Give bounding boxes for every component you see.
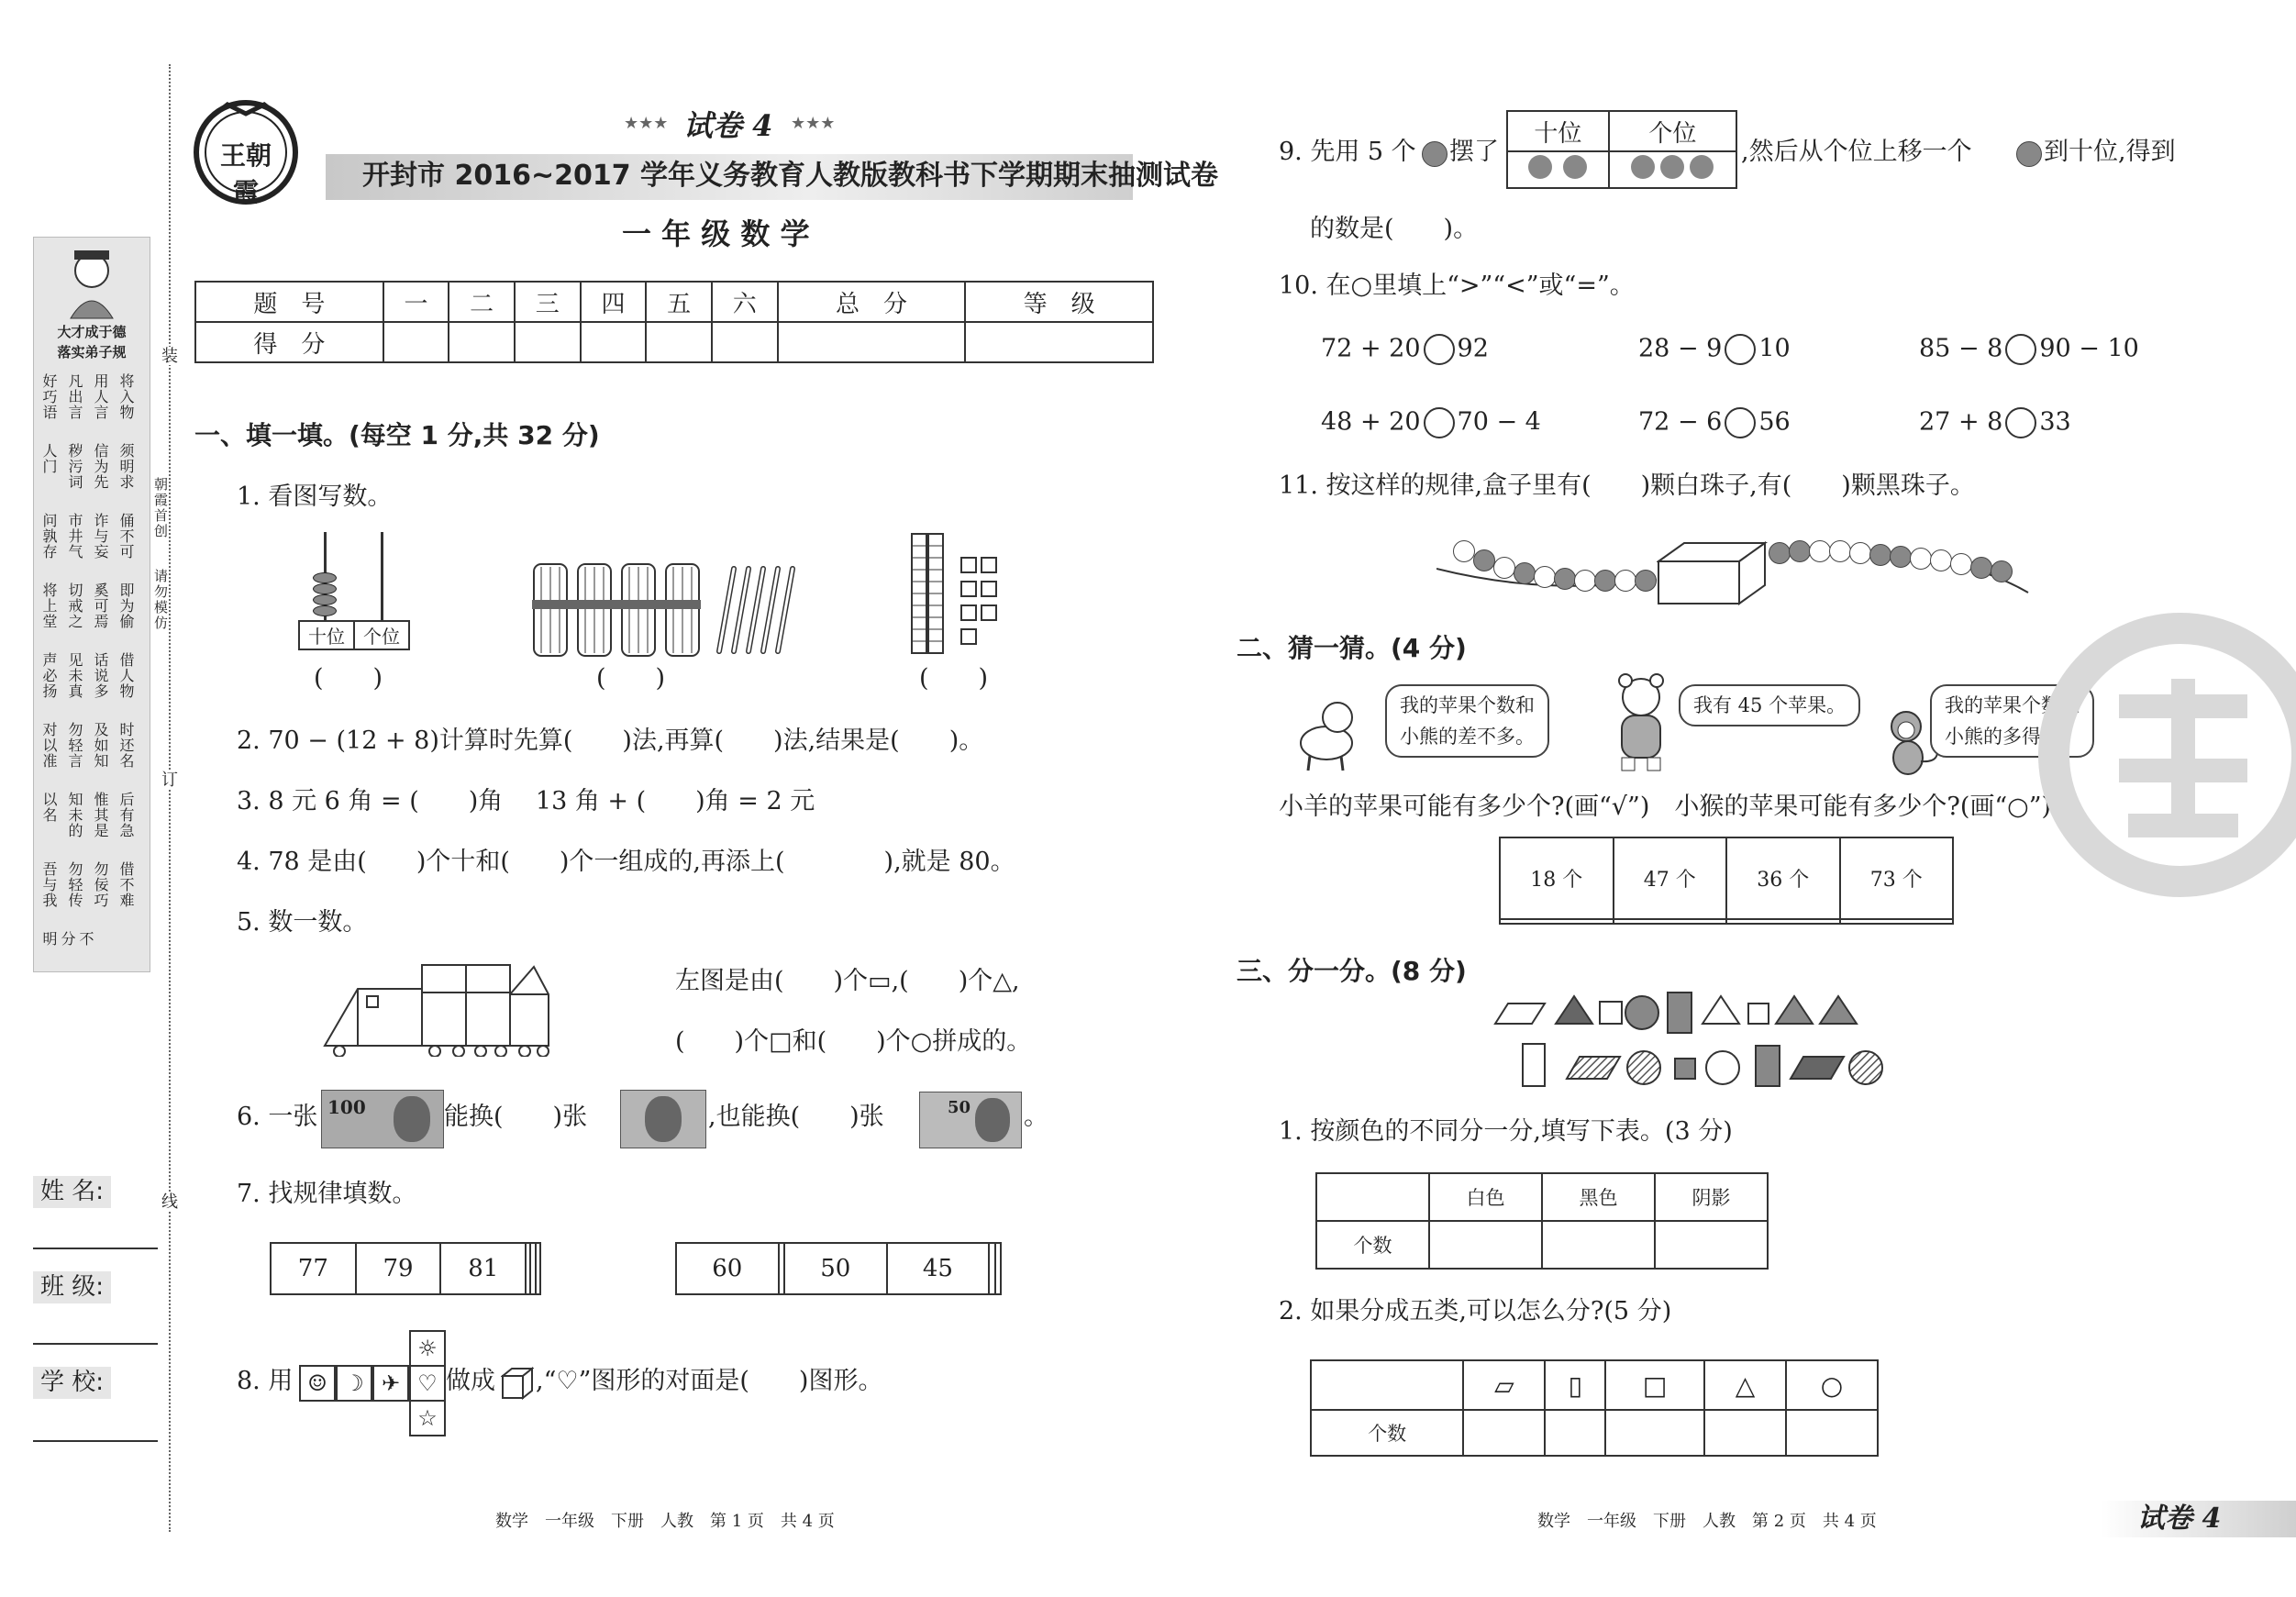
dizigui-column: 勿佞巧: [92, 861, 109, 908]
bead: [1534, 566, 1556, 588]
bead: [1554, 568, 1576, 590]
stick-bundles: [525, 560, 800, 660]
dizigui-column: 声必扬: [40, 652, 58, 699]
place-value-chart: [1506, 110, 1737, 189]
scholar-illustration: [61, 247, 122, 320]
banknote-100-value: 100: [327, 1096, 366, 1118]
sequence-number: 77: [271, 1243, 356, 1294]
apple-option-mark[interactable]: [1614, 919, 1727, 924]
dizigui-column: 奚可焉: [92, 582, 109, 629]
dizigui-column: 对以准: [40, 722, 58, 769]
dizigui-column: 秽污词: [66, 443, 83, 490]
airplane-icon: ✈: [372, 1365, 409, 1402]
q3-text: 3. 8 元 6 角 = ( )角 13 角 + ( )角 = 2 元: [237, 787, 815, 815]
comparison-left: 48 + 20: [1321, 407, 1421, 437]
cut-mark-1: 装: [159, 347, 178, 365]
compare-circle[interactable]: [2005, 334, 2036, 365]
q9-part-b: 摆了: [1449, 138, 1499, 166]
section3-title: 三、分一分。(8 分): [1237, 956, 1467, 986]
color-header: 黑色: [1542, 1173, 1655, 1221]
tens-counters: [1507, 151, 1609, 188]
q8-part-c: ,“♡”图形的对面是( )图形。: [536, 1367, 883, 1395]
seal-glyph: [2101, 670, 2266, 844]
q1-blank-1[interactable]: ( ): [314, 664, 383, 693]
score-table: [194, 281, 1154, 363]
color-header: [1316, 1173, 1429, 1221]
dizigui-column: 好巧语: [40, 373, 58, 420]
bead: [1493, 557, 1515, 579]
dizigui-column: 即为偷: [117, 582, 135, 629]
score-col-header: 等 级: [965, 282, 1153, 322]
cube-icon: [501, 1367, 534, 1400]
comparison-left: 27 + 8: [1919, 407, 2003, 437]
score-col-header: 六: [712, 282, 778, 322]
motto-2: 落实弟子规: [57, 344, 127, 360]
rectangle-icon: ▯: [1545, 1360, 1605, 1410]
dizigui-column: 须明求: [117, 443, 135, 490]
count-label: 个数: [1311, 1410, 1463, 1456]
abacus-tens-label: 十位: [299, 621, 354, 649]
cut-mark-2: 订: [159, 771, 178, 789]
dizigui-column: 切戒之: [66, 582, 83, 629]
score-header-row: [195, 282, 1153, 322]
bead: [1614, 570, 1636, 592]
q7-text: 7. 找规律填数。: [237, 1180, 417, 1208]
vertical-note-2: 请勿模仿: [152, 569, 169, 631]
compare-circle[interactable]: [1424, 334, 1455, 365]
school-label: 学 校:: [33, 1367, 111, 1399]
q1-blank-3[interactable]: ( ): [919, 664, 989, 693]
dizigui-column: 后有急: [117, 792, 135, 838]
score-col-header: 题 号: [195, 282, 383, 322]
comparison-right: 56: [1758, 407, 1791, 437]
score-col-header: 三: [515, 282, 581, 322]
dizigui-column: 将入物: [117, 373, 135, 420]
count-label: 个数: [1316, 1221, 1429, 1269]
sequence-2: [675, 1242, 1002, 1295]
tens-rods-and-cubes: [908, 530, 1009, 657]
section2-title: 二、猜一猜。(4 分): [1237, 633, 1467, 663]
score-col-header: 五: [646, 282, 712, 322]
score-cell[interactable]: [778, 322, 966, 362]
monkey-speech: 我的苹果个数比 小熊的多得多。: [1945, 694, 2080, 748]
margin-dotted-line: [169, 64, 171, 1532]
sequence-number: 60: [676, 1243, 779, 1294]
score-cell[interactable]: [581, 322, 647, 362]
shapes-to-sort: [1486, 991, 1963, 1092]
comparison-item: [1321, 334, 1489, 365]
comparison-item: [1638, 334, 1791, 365]
bead: [1950, 553, 1972, 575]
smile-icon: ☺: [299, 1365, 336, 1402]
bead: [1991, 560, 2013, 582]
publisher-logo: [191, 95, 301, 205]
comparison-grid: [1321, 334, 2146, 453]
exam-title: 开封市 2016~2017 学年义务教育人教版教科书下学期期末抽测试卷: [362, 160, 1219, 192]
comparison-item: [1919, 334, 2139, 365]
dizigui-column: 用人言: [92, 373, 109, 420]
sun-icon: ☼: [409, 1330, 446, 1367]
dizigui-column: 将上堂: [40, 582, 58, 629]
badge-stars-right: ★★★: [791, 114, 836, 133]
score-cell[interactable]: [965, 322, 1153, 362]
score-input-row: [195, 322, 1153, 362]
dizigui-column: 诈与妄: [92, 513, 109, 560]
footer-badge: 试卷 4: [2137, 1503, 2222, 1535]
q4-text: 4. 78 是由( )个十和( )个一组成的,再添上( ),就是 80。: [237, 848, 1015, 876]
score-cell[interactable]: [646, 322, 712, 362]
score-col-header: 二: [449, 282, 515, 322]
count-cell[interactable]: [1605, 1410, 1704, 1456]
parallelogram-icon: ▱: [1463, 1360, 1545, 1410]
dizigui-column: 俑不可: [117, 513, 135, 560]
dizigui-column: 勿轻言: [66, 722, 83, 769]
shape-header-blank: [1311, 1360, 1463, 1410]
score-row-label: 得 分: [195, 322, 383, 362]
count-cell[interactable]: [1429, 1221, 1542, 1269]
apple-option: 47 个: [1614, 837, 1727, 919]
train-figure: [321, 961, 550, 1057]
q9-part-e: 的数是( )。: [1310, 215, 1479, 243]
footer-right: 数学 一年级 下册 人教 第 2 页 共 4 页: [1537, 1512, 1877, 1531]
count-cell[interactable]: [1463, 1410, 1545, 1456]
count-cell[interactable]: [1545, 1410, 1605, 1456]
comparison-right: 10: [1758, 334, 1791, 363]
apple-option-mark[interactable]: [1726, 919, 1840, 924]
count-cell[interactable]: [1704, 1410, 1786, 1456]
comparison-item: [1919, 407, 2071, 438]
dizigui-column: 见未真: [66, 652, 83, 699]
q2-text: 2. 70 − (12 + 8)计算时先算( )法,再算( )法,结果是( )。: [237, 726, 984, 755]
banknote-50: [919, 1092, 1022, 1148]
comparison-item: [1638, 407, 1791, 438]
sequence-number: 81: [440, 1243, 526, 1294]
dizigui-column: 及如知: [92, 722, 109, 769]
dizigui-column: 借人物: [117, 652, 135, 699]
comparison-left: 72 + 20: [1321, 334, 1421, 363]
vertical-note-1: 朝霞首创: [152, 477, 169, 539]
score-cell[interactable]: [712, 322, 778, 362]
color-header: 阴影: [1655, 1173, 1768, 1221]
score-col-header: 四: [581, 282, 647, 322]
abacus: [298, 532, 410, 651]
sequence-blank[interactable]: [995, 1243, 1001, 1294]
paper-badge: 试卷 4: [683, 108, 773, 143]
q11-text: 11. 按这样的规律,盒子里有( )颗白珠子,有( )颗黑珠子。: [1279, 471, 1975, 500]
bear-illustration: [1609, 673, 1673, 772]
color-header: 白色: [1429, 1173, 1542, 1221]
circle-icon: ○: [1786, 1360, 1878, 1410]
apple-options-table: [1499, 837, 1954, 925]
banknote-100: [321, 1090, 444, 1148]
triangle-icon: △: [1704, 1360, 1786, 1410]
apple-option-mark[interactable]: [1500, 919, 1614, 924]
sequence-number: 79: [356, 1243, 441, 1294]
q10-text: 10. 在○里填上“>”“<”或“=”。: [1279, 272, 1635, 300]
abacus-ones-label: 个位: [354, 621, 409, 649]
sheep-speech: 我的苹果个数和 小熊的差不多。: [1400, 694, 1535, 748]
q5-text: 5. 数一数。: [237, 908, 368, 937]
dizigui-column: 凡出言: [66, 373, 83, 420]
q5-line-2: ( )个□和( )个○拼成的。: [675, 1027, 1032, 1056]
dizigui-column: 市井气: [66, 513, 83, 560]
comparison-left: 72 − 6: [1638, 407, 1723, 437]
q9-part-d: 到十位,得到: [2044, 138, 2176, 166]
count-cell[interactable]: [1542, 1221, 1655, 1269]
dizigui-columns: [39, 373, 144, 960]
score-cell[interactable]: [383, 322, 449, 362]
square-icon: □: [1605, 1360, 1704, 1410]
q6-part-a: 6. 一张: [237, 1103, 318, 1131]
q9-part-a: 9. 先用 5 个: [1279, 138, 1416, 166]
moon-icon: ☽: [336, 1365, 372, 1402]
bead: [1574, 570, 1596, 592]
q6-part-d: 。: [1024, 1103, 1048, 1131]
q6-part-b: 能换( )张: [444, 1103, 588, 1131]
q1-blank-2[interactable]: ( ): [596, 664, 666, 693]
dizigui-column: 以名: [40, 792, 58, 823]
class-label: 班 级:: [33, 1271, 111, 1303]
dizigui-column: 吾与我: [40, 861, 58, 908]
dizigui-column: 时还名: [117, 722, 135, 769]
q9-tens-label: 十位: [1507, 111, 1609, 151]
color-sort-table: [1315, 1172, 1769, 1270]
apple-option: 73 个: [1840, 837, 1954, 919]
logo-text: 王朝霞: [219, 140, 272, 207]
bead: [1453, 540, 1475, 562]
banknote-10: [620, 1090, 706, 1148]
shape-sort-table: [1310, 1359, 1879, 1457]
comparison-right: 92: [1457, 334, 1489, 363]
q1-text: 1. 看图写数。: [237, 482, 393, 511]
compare-circle[interactable]: [1725, 407, 1756, 438]
comparison-left: 28 − 9: [1638, 334, 1723, 363]
comparison-right: 90 − 10: [2039, 334, 2139, 363]
bead-string: [1436, 532, 2033, 605]
dizigui-column: 人门: [40, 443, 58, 474]
apple-option-mark[interactable]: [1840, 919, 1954, 924]
apple-option: 18 个: [1500, 837, 1614, 919]
name-line[interactable]: [33, 1248, 158, 1249]
badge-stars-left: ★★★: [624, 114, 669, 133]
heart-icon: ♡: [409, 1365, 446, 1402]
comparison-item: [1321, 407, 1541, 438]
bead: [1970, 557, 1992, 579]
bead: [1635, 570, 1657, 592]
cube-net: [297, 1330, 444, 1440]
score-cell[interactable]: [515, 322, 581, 362]
q6-part-c: ,也能换( )张: [708, 1103, 884, 1131]
sequence-1: [270, 1242, 541, 1295]
q8-part-a: 8. 用: [237, 1367, 294, 1395]
score-col-header: 总 分: [778, 282, 966, 322]
student-code-panel: [33, 237, 150, 972]
section3-q2: 2. 如果分成五类,可以怎么分?(5 分): [1279, 1297, 1672, 1325]
banknote-50-value: 50: [948, 1098, 971, 1117]
bead: [1473, 549, 1495, 571]
school-line[interactable]: [33, 1440, 158, 1442]
section3-q1: 1. 按颜色的不同分一分,填写下表。(3 分): [1279, 1117, 1733, 1146]
dizigui-column: 话说多: [92, 652, 109, 699]
q5-line-1: 左图是由( )个▭,( )个△,: [675, 967, 1020, 995]
score-cell[interactable]: [449, 322, 515, 362]
dizigui-column: 借不难: [117, 861, 135, 908]
sheep-illustration: [1290, 690, 1363, 772]
count-cell[interactable]: [1786, 1410, 1878, 1456]
section1-title: 一、填一填。(每空 1 分,共 32 分): [194, 420, 600, 450]
dizigui-column: 问孰存: [40, 513, 58, 560]
cut-mark-3: 线: [159, 1192, 178, 1211]
section2-question: 小羊的苹果可能有多少个?(画“√”) 小猴的苹果可能有多少个?(画“○”): [1279, 793, 2052, 821]
bead: [1930, 549, 1952, 571]
compare-circle[interactable]: [1725, 334, 1756, 365]
q8-part-b: 做成: [446, 1367, 495, 1395]
sheep-speech-bubble: [1385, 684, 1549, 758]
name-label: 姓 名:: [33, 1176, 111, 1208]
q9-ones-label: 个位: [1609, 111, 1736, 151]
count-cell[interactable]: [1655, 1221, 1768, 1269]
sequence-number: 45: [887, 1243, 990, 1294]
compare-circle[interactable]: [2005, 407, 2036, 438]
q9-part-c: ,然后从个位上移一个: [1741, 138, 1972, 166]
counter-icon: [1422, 141, 1447, 167]
dizigui-column: 勿轻传: [66, 861, 83, 908]
motto-1: 大才成于德: [57, 324, 127, 340]
dizigui-column: 知未的: [66, 792, 83, 838]
bear-speech-bubble: [1679, 684, 1860, 726]
subject-title: 一 年 级 数 学: [622, 216, 810, 251]
score-col-header: 一: [383, 282, 449, 322]
hidden-box: [1657, 541, 1932, 605]
bead: [1594, 570, 1616, 592]
ones-counters: [1609, 151, 1736, 188]
comparison-left: 85 − 8: [1919, 334, 2003, 363]
comparison-right: 33: [2039, 407, 2071, 437]
sequence-number: 50: [784, 1243, 887, 1294]
class-line[interactable]: [33, 1343, 158, 1345]
counter-icon-2: [2016, 141, 2042, 167]
star-icon: ☆: [409, 1400, 446, 1436]
bead: [1514, 562, 1536, 584]
sequence-blank[interactable]: [536, 1243, 540, 1294]
footer-left: 数学 一年级 下册 人教 第 1 页 共 4 页: [495, 1512, 835, 1531]
apple-option: 36 个: [1726, 837, 1840, 919]
dizigui-column: 信为先: [92, 443, 109, 490]
compare-circle[interactable]: [1424, 407, 1455, 438]
dizigui-column: 不分明: [40, 931, 94, 947]
comparison-right: 70 − 4: [1457, 407, 1541, 437]
dizigui-column: 惟其是: [92, 792, 109, 838]
bear-speech: 我有 45 个苹果。: [1693, 694, 1847, 716]
